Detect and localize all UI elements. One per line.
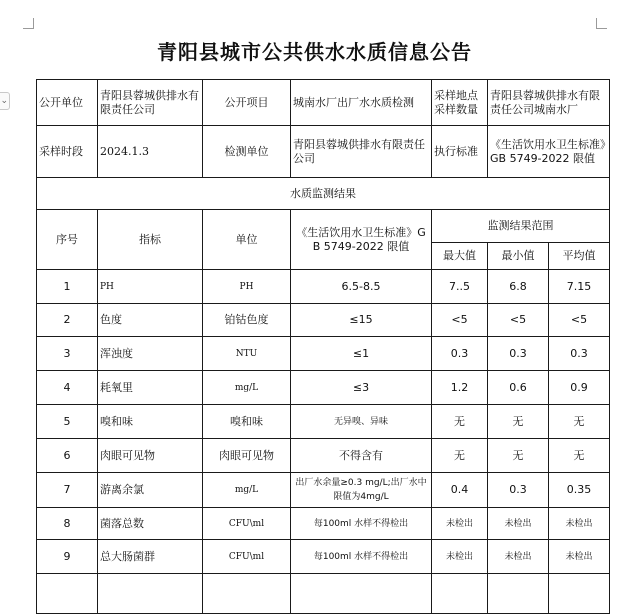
unit-cell: 铂钴色度 <box>203 304 291 337</box>
limit-cell: ≤3 <box>291 371 432 405</box>
table-row <box>37 439 610 473</box>
project-label: 公开项目 <box>203 80 291 126</box>
avg-value: 0.35 <box>549 473 610 508</box>
indicator-name: 色度 <box>98 304 203 337</box>
publisher-label: 公开单位 <box>37 80 98 126</box>
period-value: 2024.1.3 <box>98 126 203 178</box>
unit-cell: 肉眼可见物 <box>203 439 291 473</box>
indicator-name: 游离余氯 <box>98 473 203 508</box>
indicator-name: 浑浊度 <box>98 337 203 371</box>
row-number: 6 <box>37 439 98 473</box>
sample-label: 采样地点采样数量 <box>432 80 488 126</box>
min-value: 0.3 <box>488 473 549 508</box>
table-row <box>37 371 610 405</box>
avg-value: 0.9 <box>549 371 610 405</box>
section-row <box>37 178 610 210</box>
info-row-2 <box>37 126 610 178</box>
min-value: 未检出 <box>488 508 549 540</box>
table-row <box>37 270 610 304</box>
min-value: 未检出 <box>488 540 549 574</box>
header-avg: 平均值 <box>549 243 610 270</box>
min-value: 0.3 <box>488 337 549 371</box>
avg-value: 7.15 <box>549 270 610 304</box>
header-row-1 <box>37 210 610 243</box>
max-value: 未检出 <box>432 508 488 540</box>
max-value: 无 <box>432 405 488 439</box>
collapse-handle-icon[interactable]: ⌄ <box>0 92 10 110</box>
max-value: 7..5 <box>432 270 488 304</box>
avg-value: 未检出 <box>549 508 610 540</box>
max-value: <5 <box>432 304 488 337</box>
project-value: 城南水厂出厂水水质检测 <box>291 80 432 126</box>
indicator-name: PH <box>98 270 203 304</box>
table-body <box>37 270 610 574</box>
max-value: 1.2 <box>432 371 488 405</box>
limit-cell: 6.5-8.5 <box>291 270 432 304</box>
max-value: 无 <box>432 439 488 473</box>
section-title: 水质监测结果 <box>37 178 610 210</box>
avg-value: 无 <box>549 439 610 473</box>
row-number: 9 <box>37 540 98 574</box>
avg-value: 0.3 <box>549 337 610 371</box>
table-row <box>37 405 610 439</box>
period-label: 采样时段 <box>37 126 98 178</box>
min-value: 0.6 <box>488 371 549 405</box>
info-row-1 <box>37 80 610 126</box>
unit-cell: 嗅和味 <box>203 405 291 439</box>
min-value: 无 <box>488 405 549 439</box>
lab-label: 检测单位 <box>203 126 291 178</box>
indicator-name: 嗅和味 <box>98 405 203 439</box>
standard-value: 《生活饮用水卫生标准》GB 5749-2022 限值 <box>488 126 610 178</box>
row-number: 2 <box>37 304 98 337</box>
min-value: 6.8 <box>488 270 549 304</box>
max-value: 0.3 <box>432 337 488 371</box>
lab-value: 青阳县蓉城供排水有限责任公司 <box>291 126 432 178</box>
header-max: 最大值 <box>432 243 488 270</box>
page-corner-mark-right <box>596 18 607 29</box>
row-number: 8 <box>37 508 98 540</box>
sample-value: 青阳县蓉城供排水有限责任公司城南水厂 <box>488 80 610 126</box>
min-value: 无 <box>488 439 549 473</box>
header-no: 序号 <box>37 210 98 270</box>
unit-cell: mg/L <box>203 371 291 405</box>
unit-cell: CFU\ml <box>203 508 291 540</box>
header-range: 监测结果范围 <box>432 210 610 243</box>
standard-label: 执行标准 <box>432 126 488 178</box>
limit-cell: 无异嗅、异味 <box>291 405 432 439</box>
limit-cell: 每100ml 水样不得检出 <box>291 540 432 574</box>
row-number: 1 <box>37 270 98 304</box>
avg-value: 无 <box>549 405 610 439</box>
indicator-name: 肉眼可见物 <box>98 439 203 473</box>
page-corner-mark-left <box>23 18 34 29</box>
table-row <box>37 337 610 371</box>
limit-cell: 不得含有 <box>291 439 432 473</box>
max-value: 未检出 <box>432 540 488 574</box>
unit-cell: PH <box>203 270 291 304</box>
water-quality-table <box>36 79 610 614</box>
limit-cell: 每100ml 水样不得检出 <box>291 508 432 540</box>
avg-value: <5 <box>549 304 610 337</box>
header-limit: 《生活饮用水卫生标准》GB 5749-2022 限值 <box>291 210 432 270</box>
publisher-value: 青阳县蓉城供排水有限责任公司 <box>98 80 203 126</box>
indicator-name: 菌落总数 <box>98 508 203 540</box>
unit-cell: mg/L <box>203 473 291 508</box>
limit-cell: ≤1 <box>291 337 432 371</box>
row-number: 5 <box>37 405 98 439</box>
min-value: <5 <box>488 304 549 337</box>
document-title: 青阳县城市公共供水水质信息公告 <box>157 40 472 64</box>
indicator-name: 总大肠菌群 <box>98 540 203 574</box>
header-indicator: 指标 <box>98 210 203 270</box>
blank-row <box>37 574 610 614</box>
avg-value: 未检出 <box>549 540 610 574</box>
limit-cell: 出厂水余量≥0.3 mg/L;出厂水中限值为4mg/L <box>291 473 432 508</box>
table-row <box>37 540 610 574</box>
table-row <box>37 508 610 540</box>
limit-cell: ≤15 <box>291 304 432 337</box>
row-number: 7 <box>37 473 98 508</box>
table-row <box>37 304 610 337</box>
max-value: 0.4 <box>432 473 488 508</box>
row-number: 3 <box>37 337 98 371</box>
header-unit: 单位 <box>203 210 291 270</box>
row-number: 4 <box>37 371 98 405</box>
indicator-name: 耗氧里 <box>98 371 203 405</box>
table-row <box>37 473 610 508</box>
header-min: 最小值 <box>488 243 549 270</box>
unit-cell: NTU <box>203 337 291 371</box>
unit-cell: CFU\ml <box>203 540 291 574</box>
